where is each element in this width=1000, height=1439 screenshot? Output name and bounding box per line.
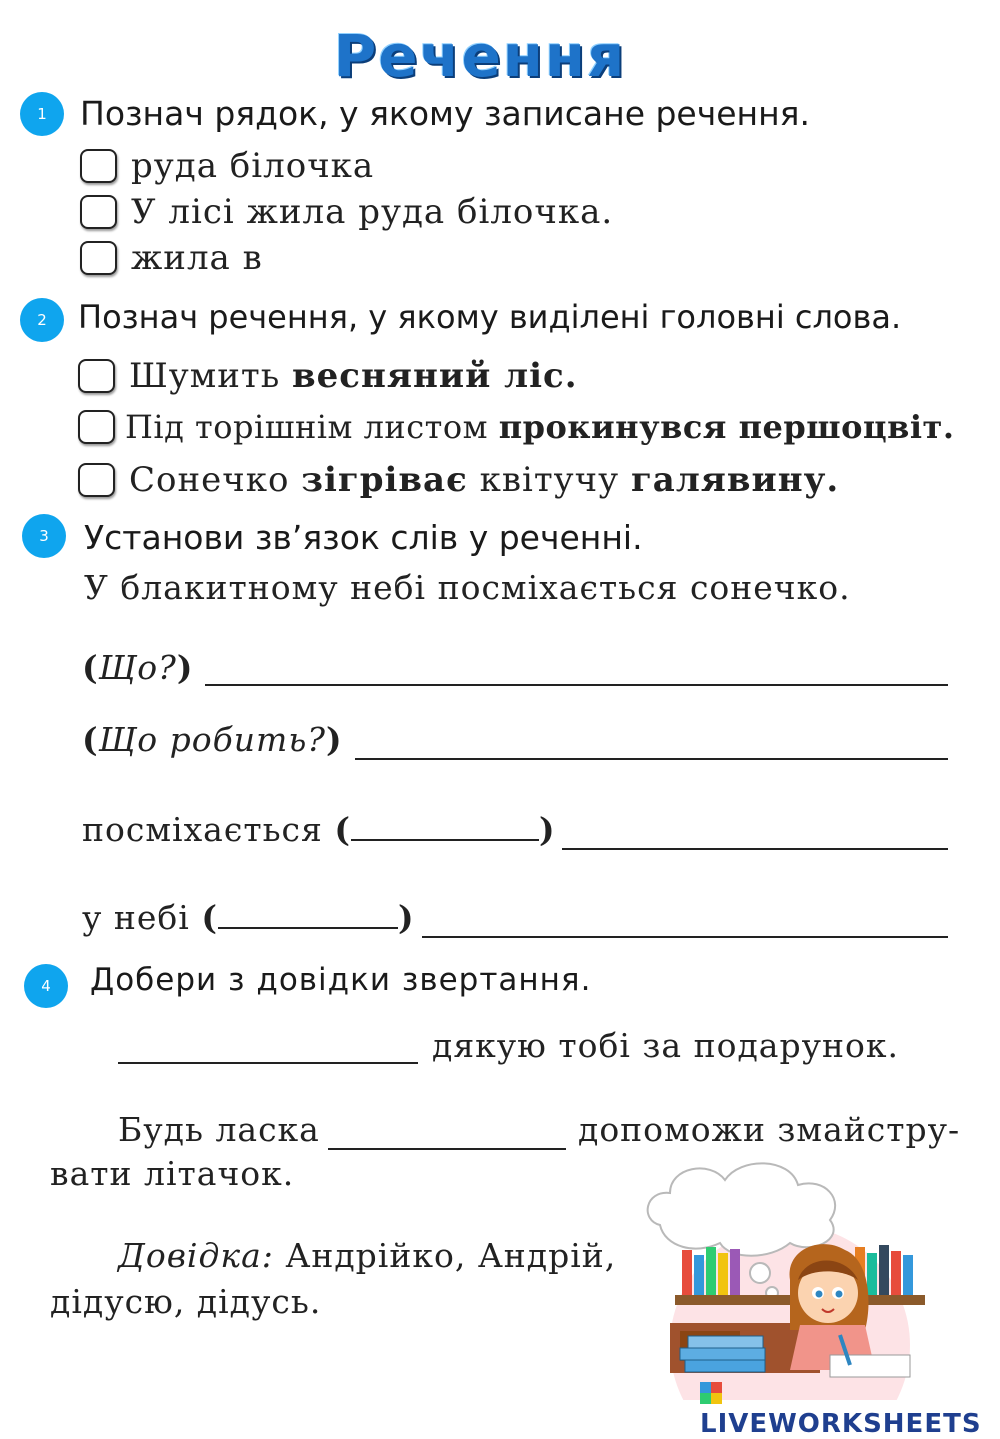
q3-row4-answer-line[interactable] [422, 908, 948, 938]
liveworksheets-logo [700, 1379, 1000, 1439]
logo-mark-icon [700, 1382, 722, 1404]
q2-opt3-text: Сонечко [129, 460, 302, 500]
q3-row4-word: у небі [82, 898, 190, 937]
q1-option-3[interactable] [80, 238, 263, 278]
question-2-text: Познач речення, у якому виділені головні слова. [78, 298, 902, 336]
question-1-text: Познач рядок, у якому записане речення. [80, 94, 811, 133]
q1-option-1-label: руда білочка [131, 146, 375, 186]
q1-option-2[interactable] [80, 192, 613, 232]
paren-open: ( [334, 810, 351, 849]
q4-hint [118, 1236, 616, 1275]
q3-row3-word: посміхається [82, 810, 323, 849]
book-stack [680, 1336, 765, 1372]
q1-option-2-checkbox[interactable] [80, 195, 117, 229]
question-3-number: 3 [22, 514, 66, 558]
q1-option-1-checkbox[interactable] [80, 149, 117, 183]
paren-close: ) [325, 720, 343, 759]
q2-opt3-bold2: галявину [630, 460, 827, 500]
q2-opt2-bold: прокинувся першоцвіт [498, 408, 943, 446]
paren-open: ( [82, 720, 99, 759]
paren-close: ) [397, 898, 415, 937]
paren-close: ) [176, 648, 194, 687]
question-2-number: 2 [20, 298, 64, 342]
q3-row2-question: Що робить? [98, 720, 326, 759]
q3-row1-answer-line[interactable] [205, 656, 948, 686]
question-4-text: Добери з довідки звертання. [90, 962, 592, 998]
q3-row3-label [82, 810, 556, 849]
q1-option-3-label: жила в [131, 238, 263, 278]
q2-opt2-end: . [942, 408, 955, 446]
q1-option-3-checkbox[interactable] [80, 241, 117, 275]
q4-sentence-2-cont: вати літачок. [50, 1154, 295, 1193]
q2-option-3-checkbox[interactable] [78, 463, 115, 497]
q2-opt3-end: . [826, 460, 840, 500]
q2-opt1-text: Шумить [129, 356, 293, 396]
paren-close: ) [538, 810, 556, 849]
q2-option-3[interactable] [78, 460, 839, 500]
q2-opt2-text: Під торішнім листом [125, 408, 499, 446]
q2-option-3-label [129, 460, 839, 500]
q2-option-1-checkbox[interactable] [78, 359, 115, 393]
q3-row4-label [82, 898, 415, 937]
question-4-number: 4 [24, 964, 68, 1008]
q2-opt3-bold1: зігріває [301, 460, 468, 500]
question-3-text: Установи зв’язок слів у реченні. [84, 518, 643, 557]
q1-option-2-label: У лісі жила руда білочка. [131, 192, 614, 232]
q2-option-1[interactable] [78, 356, 578, 396]
q2-opt1-bold: весняний ліс [292, 356, 565, 396]
q4-sentence-2-tail: допоможи змайстру- [578, 1110, 961, 1149]
q2-option-1-label [129, 356, 578, 396]
q3-row3-question-blank[interactable] [351, 811, 539, 841]
girl-studying-illustration [640, 1155, 960, 1400]
q4-sentence-1: дякую тобі за подарунок. [432, 1026, 899, 1065]
q3-row1-label [82, 648, 193, 687]
q2-opt3-mid: квітучу [467, 460, 631, 500]
hint-label: Довідка: [118, 1236, 274, 1275]
q4-blank-1[interactable] [118, 1034, 418, 1064]
q1-option-1[interactable] [80, 146, 374, 186]
q4-blank-2[interactable] [328, 1120, 566, 1150]
paren-open: ( [82, 648, 99, 687]
q3-row2-label [82, 720, 343, 759]
q4-hint-line-2: дідусю, дідусь. [50, 1282, 322, 1321]
page-title: Речення [333, 22, 627, 90]
q3-row3-answer-line[interactable] [562, 820, 948, 850]
q3-row2-answer-line[interactable] [355, 730, 948, 760]
q2-option-2-label [125, 408, 954, 446]
q2-option-2-checkbox[interactable] [78, 410, 115, 444]
q2-opt1-end: . [564, 356, 578, 396]
logo-text: LIVEWORKSHEETS [700, 1409, 982, 1439]
hint-words-1: Андрійко, Андрій, [273, 1236, 617, 1275]
paren-open: ( [201, 898, 218, 937]
question-1-number: 1 [20, 92, 64, 136]
q3-sentence: У блакитному небі посміхається сонечко. [84, 568, 851, 607]
q3-row4-question-blank[interactable] [218, 899, 398, 929]
q2-option-2[interactable] [78, 408, 954, 446]
q4-sentence-2-head: Будь ласка [118, 1110, 320, 1149]
q3-row1-question: Що? [98, 648, 177, 687]
